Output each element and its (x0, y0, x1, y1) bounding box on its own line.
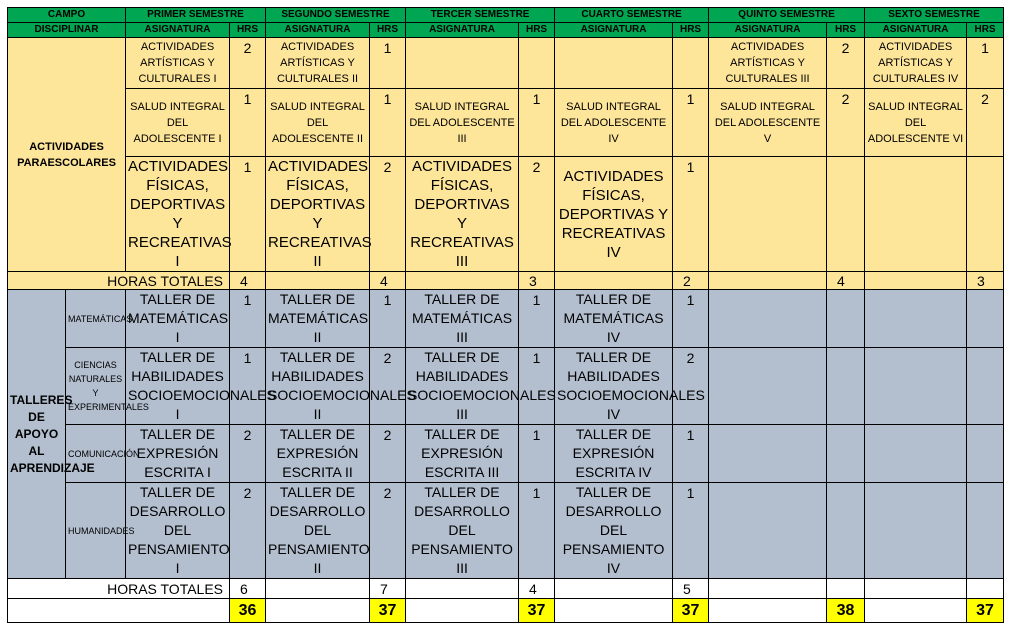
subject-cell: TALLER DE DESARROLLO DEL PENSAMIENTO II (266, 483, 370, 579)
hours-cell (827, 348, 865, 425)
total-hours: 4 (230, 272, 266, 290)
total-hours: 4 (519, 579, 555, 599)
subject-cell: SALUD INTEGRAL DEL ADOLESCENTE V (709, 89, 827, 157)
subject-cell: TALLER DE EXPRESIÓN ESCRITA IV (555, 425, 673, 483)
hours-cell (967, 157, 1004, 272)
subject-cell: SALUD INTEGRAL DEL ADOLESCENTE IV (555, 89, 673, 157)
hours-cell: 1 (519, 89, 555, 157)
hours-cell: 2 (370, 483, 406, 579)
total-hours: 7 (370, 579, 406, 599)
total-hours: 3 (519, 272, 555, 290)
semester-3-header: TERCER SEMESTRE (406, 8, 555, 23)
hours-cell: 1 (967, 38, 1004, 89)
table-row (8, 348, 1004, 425)
subject-cell: ACTIVIDADES FÍSICAS, DEPORTIVAS Y RECREATIVAS I (126, 157, 230, 272)
subject-cell: ACTIVIDADES ARTÍSTICAS Y CULTURALES IV (865, 38, 967, 89)
subject-cell: SALUD INTEGRAL DEL ADOLESCENTE III (406, 89, 519, 157)
total-hours (827, 579, 865, 599)
hours-cell: 1 (673, 425, 709, 483)
table-row (8, 38, 1004, 89)
hours-cell: 2 (370, 348, 406, 425)
header-disciplinar: DISCIPLINAR (8, 23, 126, 38)
subject-cell: TALLER DE DESARROLLO DEL PENSAMIENTO III (406, 483, 519, 579)
subject-cell (865, 157, 967, 272)
subject-cell (865, 425, 967, 483)
hours-cell: 2 (230, 483, 266, 579)
hours-cell: 1 (370, 89, 406, 157)
col-asignatura: ASIGNATURA (266, 23, 370, 38)
hours-cell: 2 (230, 425, 266, 483)
totals-row (8, 579, 1004, 599)
col-hrs: HRS (967, 23, 1004, 38)
hours-cell: 2 (230, 38, 266, 89)
grand-total: 38 (827, 599, 865, 623)
hours-cell: 2 (519, 157, 555, 272)
hours-cell: 1 (673, 483, 709, 579)
subject-cell: TALLER DE HABILIDADES SOCIOEMOCIONALES II (266, 348, 370, 425)
subject-cell (709, 348, 827, 425)
subject-cell (709, 425, 827, 483)
subject-cell: TALLER DE MATEMÁTICAS IV (555, 290, 673, 348)
semester-5-header: QUINTO SEMESTRE (709, 8, 865, 23)
semester-6-header: SEXTO SEMESTRE (865, 8, 1004, 23)
total-hours: 4 (370, 272, 406, 290)
subject-cell: ACTIVIDADES ARTÍSTICAS Y CULTURALES III (709, 38, 827, 89)
hours-cell: 1 (519, 290, 555, 348)
hours-cell: 1 (230, 290, 266, 348)
subject-cell: ACTIVIDADES FÍSICAS, DEPORTIVAS Y RECREATIVAS III (406, 157, 519, 272)
total-hours: 2 (673, 272, 709, 290)
subject-cell (865, 290, 967, 348)
hours-cell: 2 (827, 89, 865, 157)
subject-cell: TALLER DE EXPRESIÓN ESCRITA II (266, 425, 370, 483)
total-hours: 4 (827, 272, 865, 290)
subject-cell: ACTIVIDADES ARTÍSTICAS Y CULTURALES II (266, 38, 370, 89)
hours-cell: 1 (230, 157, 266, 272)
col-hrs: HRS (370, 23, 406, 38)
subject-cell (865, 483, 967, 579)
table-row (8, 483, 1004, 579)
hours-cell: 1 (673, 157, 709, 272)
hours-cell: 2 (967, 89, 1004, 157)
col-asignatura: ASIGNATURA (126, 23, 230, 38)
hours-cell (827, 425, 865, 483)
grand-total: 37 (519, 599, 555, 623)
col-asignatura: ASIGNATURA (555, 23, 673, 38)
hours-cell (967, 290, 1004, 348)
hours-cell (827, 483, 865, 579)
table-row (8, 290, 1004, 348)
subject-cell: ACTIVIDADES FÍSICAS, DEPORTIVAS Y RECREATIVAS II (266, 157, 370, 272)
subject-cell: TALLER DE MATEMÁTICAS III (406, 290, 519, 348)
area-talleres: TALLERES DE APOYO AL APRENDIZAJE (8, 290, 66, 579)
subject-cell: TALLER DE HABILIDADES SOCIOEMOCIONALES IV (555, 348, 673, 425)
col-asignatura: ASIGNATURA (709, 23, 827, 38)
total-hours (967, 579, 1004, 599)
grand-total: 37 (673, 599, 709, 623)
col-hrs: HRS (827, 23, 865, 38)
subject-cell (865, 348, 967, 425)
subject-cell (709, 157, 827, 272)
total-hours: 5 (673, 579, 709, 599)
table-row (8, 157, 1004, 272)
header-campo: CAMPO (8, 8, 126, 23)
grand-total: 37 (370, 599, 406, 623)
hours-cell (827, 157, 865, 272)
grand-totals-row (8, 599, 1004, 623)
semester-1-header: PRIMER SEMESTRE (126, 8, 266, 23)
hours-cell: 1 (230, 89, 266, 157)
subject-cell: TALLER DE MATEMÁTICAS II (266, 290, 370, 348)
field-cell: CIENCIAS NATURALES Y EXPERIMENTALES (66, 348, 126, 425)
grand-total: 36 (230, 599, 266, 623)
col-hrs: HRS (673, 23, 709, 38)
subject-cell: TALLER DE EXPRESIÓN ESCRITA I (126, 425, 230, 483)
col-hrs: HRS (230, 23, 266, 38)
subject-cell: SALUD INTEGRAL DEL ADOLESCENTE I (126, 89, 230, 157)
field-cell: COMUNICACIÓN (66, 425, 126, 483)
subject-cell: SALUD INTEGRAL DEL ADOLESCENTE VI (865, 89, 967, 157)
semester-2-header: SEGUNDO SEMESTRE (266, 8, 406, 23)
hours-cell: 2 (370, 425, 406, 483)
hours-cell (827, 290, 865, 348)
subject-cell: TALLER DE DESARROLLO DEL PENSAMIENTO IV (555, 483, 673, 579)
subject-cell: TALLER DE EXPRESIÓN ESCRITA III (406, 425, 519, 483)
hours-cell: 2 (370, 157, 406, 272)
field-cell: MATEMÁTICAS (66, 290, 126, 348)
col-asignatura: ASIGNATURA (865, 23, 967, 38)
header-row-columns (8, 23, 1004, 38)
totals-label: HORAS TOTALES (8, 272, 230, 290)
hours-cell: 1 (673, 89, 709, 157)
hours-cell: 2 (827, 38, 865, 89)
subject-cell: TALLER DE HABILIDADES SOCIOEMOCIONALES I (126, 348, 230, 425)
subject-cell (709, 290, 827, 348)
totals-row (8, 272, 1004, 290)
subject-cell: TALLER DE DESARROLLO DEL PENSAMIENTO I (126, 483, 230, 579)
subject-cell (555, 38, 673, 89)
hours-cell (673, 38, 709, 89)
hours-cell: 1 (519, 483, 555, 579)
header-row-semesters (8, 8, 1004, 23)
hours-cell: 2 (673, 348, 709, 425)
field-cell: HUMANIDADES (66, 483, 126, 579)
grand-total: 37 (967, 599, 1004, 623)
hours-cell: 1 (230, 348, 266, 425)
semester-4-header: CUARTO SEMESTRE (555, 8, 709, 23)
hours-cell: 1 (519, 348, 555, 425)
total-hours: 3 (967, 272, 1004, 290)
subject-cell: ACTIVIDADES FÍSICAS, DEPORTIVAS Y RECREATIVAS IV (555, 157, 673, 272)
col-hrs: HRS (519, 23, 555, 38)
subject-cell: TALLER DE HABILIDADES SOCIOEMOCIONALES III (406, 348, 519, 425)
hours-cell: 1 (370, 38, 406, 89)
subject-cell: TALLER DE MATEMÁTICAS I (126, 290, 230, 348)
totals-label: HORAS TOTALES (8, 579, 230, 599)
hours-cell: 1 (519, 425, 555, 483)
hours-cell (519, 38, 555, 89)
hours-cell: 1 (370, 290, 406, 348)
subject-cell: ACTIVIDADES ARTÍSTICAS Y CULTURALES I (126, 38, 230, 89)
table-row (8, 89, 1004, 157)
col-asignatura: ASIGNATURA (406, 23, 519, 38)
total-hours: 6 (230, 579, 266, 599)
subject-cell: SALUD INTEGRAL DEL ADOLESCENTE II (266, 89, 370, 157)
hours-cell (967, 348, 1004, 425)
hours-cell: 1 (673, 290, 709, 348)
area-paraescolares: ACTIVIDADES PARAESCOLARES (8, 38, 126, 272)
subject-cell (406, 38, 519, 89)
hours-cell (967, 483, 1004, 579)
hours-cell (967, 425, 1004, 483)
subject-cell (709, 483, 827, 579)
table-row (8, 425, 1004, 483)
curriculum-table (7, 7, 1004, 623)
